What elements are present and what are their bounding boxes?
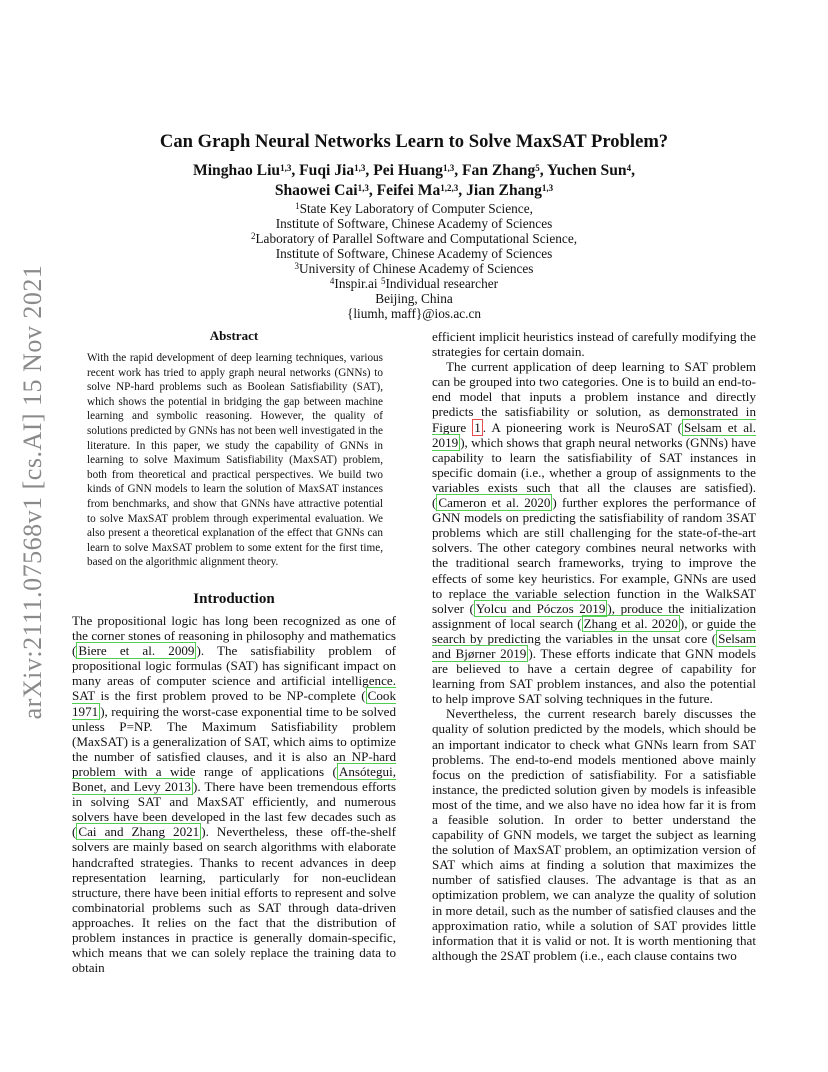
- affiliation-line: [0, 291, 828, 306]
- text-run: . A pioneering work is NeuroSAT (: [482, 419, 682, 435]
- paragraph: [432, 359, 756, 706]
- affil-text: Laboratory of Parallel Software and Computational Science,: [255, 231, 578, 246]
- affiliation-line: [0, 246, 828, 261]
- paragraph: efficient implicit heuristics instead of carefully modifying the strategies for certain domain.: [432, 329, 756, 360]
- text-run: ), or guide the search by predicting the variables in the unsat core (: [432, 615, 756, 646]
- text-run: ). The satisfiability problem of propositional logic formulas (SAT) has significant impact on many areas of computer science and artificial intelligence. SAT is the first problem proved to be NP-complete (: [72, 643, 396, 704]
- citation-link[interactable]: Ansótegui, Bonet, and Levy 2013: [72, 763, 396, 795]
- affil-mark: 3: [294, 261, 299, 271]
- text-run: ), produce the initialization assignment of local search (: [432, 600, 756, 631]
- introduction-heading: Introduction: [193, 591, 275, 607]
- author-affil-mark: 4: [626, 163, 632, 173]
- affil-text: Beijing, China: [375, 291, 453, 306]
- author-name: , Yuchen Sun: [539, 162, 627, 179]
- paper-title: Can Graph Neural Networks Learn to Solve MaxSAT Problem?: [159, 131, 669, 152]
- author-name: Shaowei Cai: [274, 182, 358, 199]
- affil-text: University of Chinese Academy of Sciences: [299, 261, 534, 276]
- author-name: , Fuqi Jia: [291, 162, 355, 179]
- affiliation-line: [0, 276, 828, 291]
- citation-link[interactable]: Yolcu and Póczos 2019: [475, 600, 606, 616]
- arxiv-identifier: arXiv:2111.07568v1 [cs.AI] 15 Nov 2021: [18, 264, 47, 720]
- citation-link[interactable]: Zhang et al. 2020: [583, 615, 678, 631]
- affil-mark: 1: [295, 201, 300, 211]
- text-run: The propositional logic has long been recognized as one of the corner stones of reasoning in philosophy and mathematics (: [72, 613, 396, 659]
- affiliation-line: [0, 261, 828, 276]
- affil-text: Individual researcher: [385, 276, 499, 291]
- citation-link[interactable]: Selsam and Bjørner 2019: [432, 630, 756, 661]
- author-affil-mark: 1,3: [357, 183, 369, 193]
- text-run: ), which shows that graph neural networks (GNNs) have capability to learn the satisfiability of SAT instances in specific domain (i.e., whether a group of assignments to the variables exists such that all the clauses are satisfied). (: [432, 434, 756, 511]
- affil-mark: 2: [250, 231, 256, 241]
- citation-link[interactable]: Cameron et al. 2020: [438, 495, 551, 511]
- author-affil-mark: 1,3: [442, 163, 455, 173]
- paragraph: Nevertheless, the current research barely discusses the quality of solution predicted by the models, which should be an important indicator to check what GNNs learn from SAT problems. The end-to-end models mentioned above mainly focus on the prediction of satisfiability. For a satisfiable instance, the predicted solution given by models is infeasible most of the time, and we also have no idea how far it is from a feasible solution. In order to better understand the capability of GNN models, we target the subject as learning the solution of MaxSAT problem, an optimization version of SAT which aims at finding a solution that maximizes the number of satisfied clauses. The advantage is that as an optimization problem, we can analyze the quality of solution in more detail, such as the number of satisfied clauses and the approximation ratio, while a solution of SAT provides little information that it is valid or not. It is worth mentioning that although the 2SAT problem (i.e., each clause contains two: [432, 706, 756, 963]
- author-line-1: [0, 160, 828, 181]
- author-name: , Pei Huang: [365, 162, 443, 179]
- author-name: Minghao Liu: [193, 162, 281, 179]
- author-name: , Jian Zhang: [458, 182, 542, 199]
- affil-text: Inspir.ai: [334, 276, 381, 291]
- citation-link[interactable]: Cook 1971: [72, 688, 396, 719]
- author-separator: ,: [631, 162, 635, 179]
- affiliation-line: [0, 216, 828, 231]
- affiliation-line: [0, 201, 828, 216]
- citation-link[interactable]: Biere et al. 2009: [78, 643, 195, 659]
- email-text: {liumh, maff}@ios.ac.cn: [346, 306, 482, 321]
- author-affil-mark: 1,3: [541, 183, 554, 193]
- author-name: , Fan Zhang: [454, 162, 536, 179]
- affil-text: State Key Laboratory of Computer Science,: [299, 201, 533, 216]
- author-line-2: [0, 180, 828, 201]
- affil-mark: 4: [329, 276, 335, 286]
- abstract-heading: Abstract: [209, 328, 259, 343]
- right-column-body: [432, 329, 756, 963]
- affil-text: Institute of Software, Chinese Academy of Sciences: [275, 246, 553, 261]
- affil-mark: 5: [380, 276, 386, 286]
- text-run: ), requiring the worst-case exponential time to be solved unless P=NP. The Maximum Satisfiability problem (MaxSAT) is a generalization of SAT, which aims to optimize the number of satisfied clauses, and it is also an NP-hard problem with a wide range of applications (: [72, 703, 396, 779]
- author-affil-mark: 1,3: [354, 163, 366, 173]
- author-name: , Feifei Ma: [368, 182, 441, 199]
- citation-link[interactable]: Cai and Zhang 2021: [78, 824, 200, 840]
- text-run: ) further explores the performance of GNN models on predicting the satisfiability of random 3SAT problems which are still challenging for the state-of-the-art solvers. The other category combines neural networks with the traditional search frameworks, trying to improve the effects of some key heuristics. For example, GNNs are used to replace the variable selection function in the WalkSAT solver (: [432, 495, 756, 616]
- left-column-body: [72, 613, 396, 975]
- paragraph: [72, 613, 396, 975]
- author-affil-mark: 1,2,3: [440, 183, 459, 193]
- text-run: ). These efforts indicate that GNN models are believed to have a certain degree of capability for learning from SAT problem instances, and also the potential to help improve SAT solving techniques in the future.: [432, 645, 756, 707]
- affil-text: Institute of Software, Chinese Academy of Sciences: [275, 216, 553, 231]
- contact-email: [0, 306, 828, 321]
- author-affil-mark: 5: [535, 163, 540, 173]
- citation-link[interactable]: Selsam et al. 2019: [432, 419, 756, 450]
- text-run: ). Nevertheless, these off-the-shelf solvers are mainly based on search algorithms with elaborate handcrafted strategies. Thanks to recent advances in deep representation learning, particularly for non-euclidean structure, there have been initial efforts to represent and solve combinatorial problems such as SAT through data-driven approaches. It relies on the fact that the distribution of problem instances in practice is generally domain-specific, which means that we can solely replace the training data to obtain: [72, 824, 396, 976]
- text-run: ). There have been tremendous efforts in solving SAT and MaxSAT efficiently, and numerous solvers have been developed in the last few decades such as (: [72, 779, 396, 840]
- abstract-body: With the rapid development of deep learning techniques, various recent work has tried to apply graph neural networks (GNNs) to solve NP-hard problems such as Boolean Satisfiability (SAT), which shows the potential in bridging the gap between machine learning and symbolic reasoning. However, the quality of solutions predicted by GNNs has not been well investigated in the literature. In this paper, we study the capability of GNNs in learning to solve Maximum Satisfiability (MaxSAT) problem, both from theoretical and practical perspectives. We build two kinds of GNN models to learn the solution of MaxSAT instances from benchmarks, and show that GNNs have attractive potential to solve MaxSAT problem through experimental evaluation. We also present a theoretical explanation of the effect that GNNs can learn to solve MaxSAT problem to some extent for the first time, based on the algorithmic alignment theory.: [87, 352, 383, 569]
- affiliation-line: [0, 231, 828, 246]
- author-affil-mark: 1,3: [280, 163, 292, 173]
- figure-link[interactable]: 1: [474, 419, 481, 435]
- text-run: The current application of deep learning to SAT problem can be grouped into two categories. One is to build an end-to-end model that inputs a problem instance and directly predicts the satisfiability or solution, as demonstrated in Figure: [432, 359, 756, 435]
